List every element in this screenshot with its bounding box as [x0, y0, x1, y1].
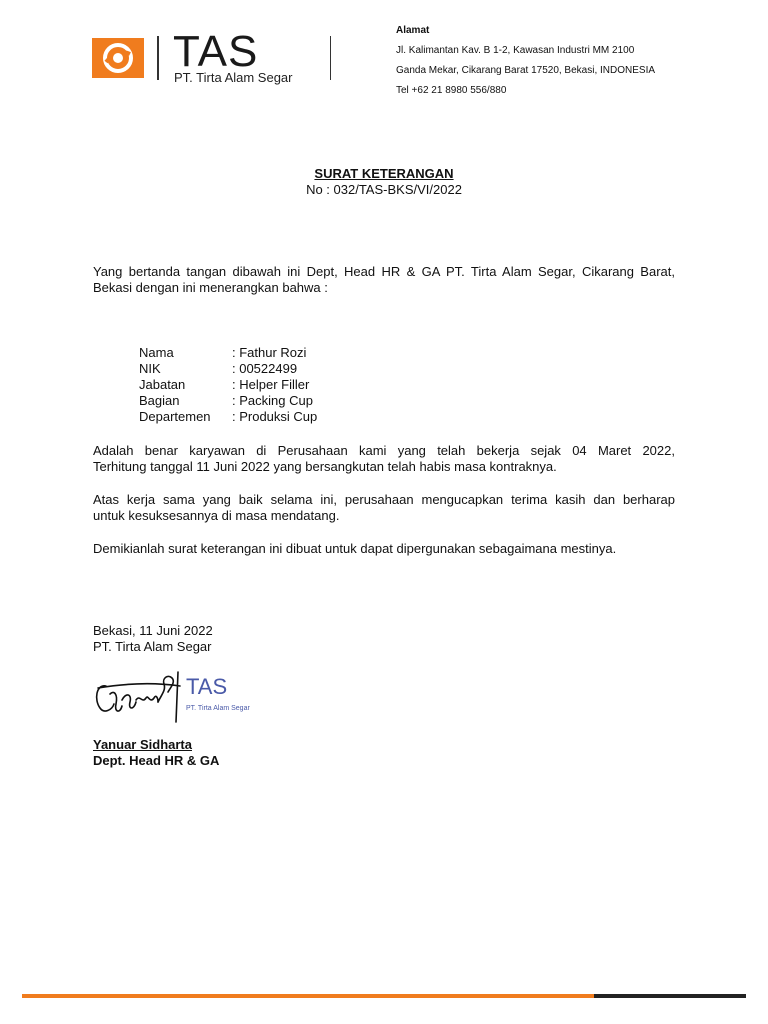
company-name-header: PT. Tirta Alam Segar	[174, 70, 293, 85]
field-label: Jabatan	[139, 377, 186, 392]
address-line-1: Jl. Kalimantan Kav. B 1-2, Kawasan Industri MM 2100	[396, 45, 635, 56]
address-line-2: Ganda Mekar, Cikarang Barat 17520, Bekasi, INDONESIA	[396, 65, 656, 76]
field-departemen	[139, 409, 539, 425]
footer-bar-orange	[22, 994, 594, 998]
field-nik	[139, 361, 539, 377]
body-line-4: untuk kesuksesannya di masa mendatang.	[93, 508, 340, 523]
handwritten-signature	[97, 672, 180, 722]
address-title: Alamat	[396, 25, 430, 36]
logo-divider	[157, 36, 159, 80]
signer-title: Dept. Head HR & GA	[93, 753, 220, 768]
field-value: : Fathur Rozi	[232, 345, 307, 360]
field-nama	[139, 345, 539, 361]
body-line-2: Terhitung tanggal 11 Juni 2022 yang bersangkutan telah habis masa kontraknya.	[93, 459, 557, 474]
field-bagian	[139, 393, 539, 409]
field-value: : Packing Cup	[232, 393, 313, 408]
signature-company: PT. Tirta Alam Segar	[93, 639, 212, 654]
field-label: NIK	[139, 361, 161, 376]
signature-stamp	[92, 664, 260, 728]
intro-line-1: Yang bertanda tangan dibawah ini Dept, Head HR & GA PT. Tirta Alam Segar, Cikarang Barat,	[93, 264, 675, 279]
field-value: : Produksi Cup	[232, 409, 318, 424]
brand-name: TAS	[173, 27, 259, 76]
field-label: Departemen	[139, 409, 211, 424]
closing-statement: Demikianlah surat keterangan ini dibuat untuk dapat dipergunakan sebagaimana mestinya.	[93, 541, 617, 556]
letter-number: No : 032/TAS-BKS/VI/2022	[306, 182, 462, 197]
stamp-company: PT. Tirta Alam Segar	[186, 705, 250, 712]
body-line-3: Atas kerja sama yang baik selama ini, perusahaan mengucapkan terima kasih dan berharap	[93, 492, 675, 507]
field-value: : 00522499	[232, 361, 298, 376]
field-value: : Helper Filler	[232, 377, 310, 392]
place-date: Bekasi, 11 Juni 2022	[93, 623, 213, 638]
header-divider	[330, 36, 331, 80]
intro-line-2: Bekasi dengan ini menerangkan bahwa :	[93, 280, 328, 295]
field-label: Nama	[139, 345, 174, 360]
stamp-brand: TAS	[186, 674, 228, 699]
field-label: Bagian	[139, 393, 180, 408]
company-logo-icon	[92, 38, 144, 78]
field-jabatan	[139, 377, 539, 393]
letter-title: SURAT KETERANGAN	[314, 166, 454, 181]
signer-name: Yanuar Sidharta	[93, 737, 192, 752]
body-line-1: Adalah benar karyawan di Perusahaan kami yang telah bekerja sejak 04 Maret 2022,	[93, 443, 675, 458]
phone-number: Tel +62 21 8980 556/880	[396, 85, 507, 96]
footer-bar-dark	[594, 994, 746, 998]
